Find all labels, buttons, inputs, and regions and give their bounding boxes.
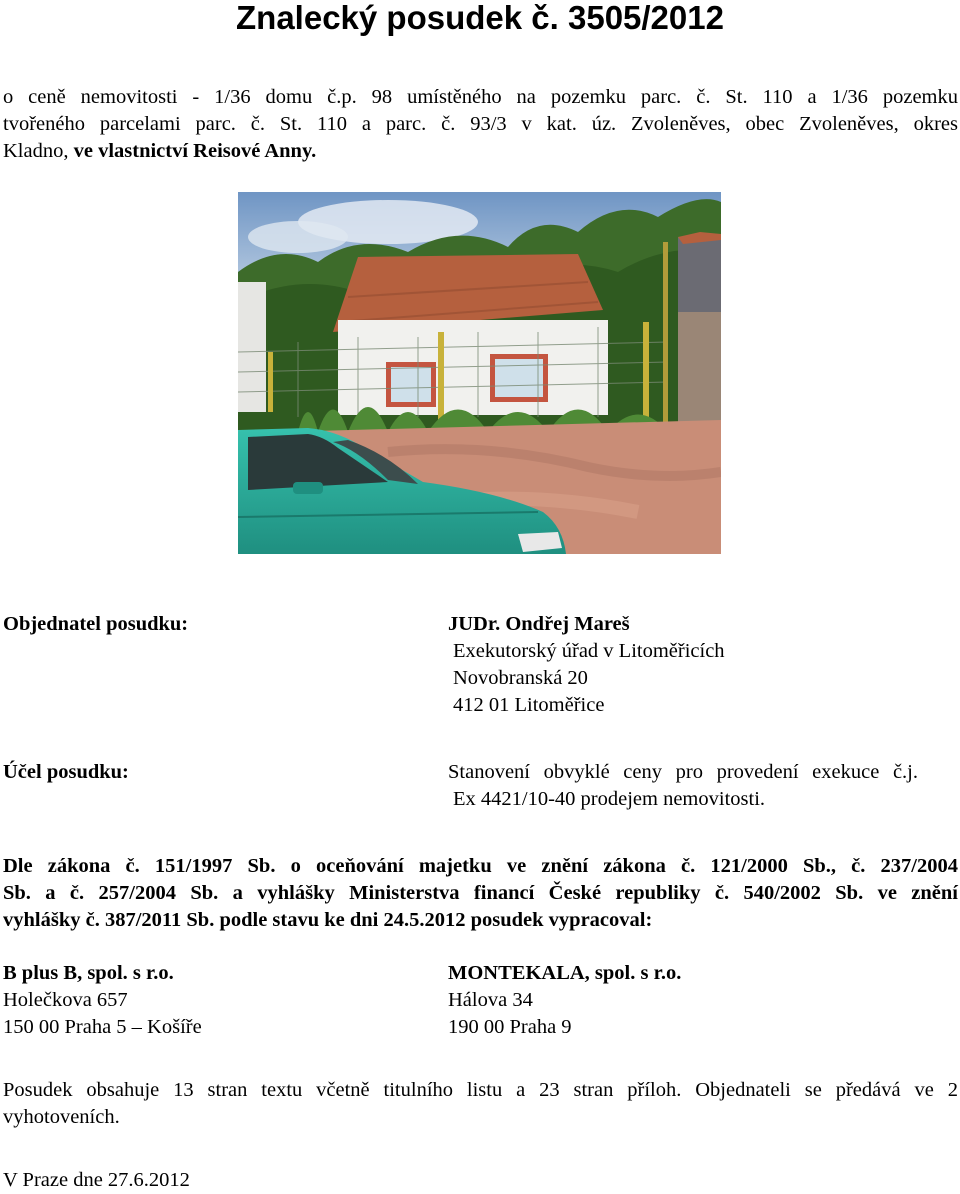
- subject-owner: ve vlastnictví Reisové Anny.: [73, 140, 317, 162]
- purpose-line-1: Stanovení obvyklé ceny pro provedení exekuce č.j.: [448, 761, 918, 783]
- author-1-name: B plus B, spol. s r.o.: [3, 962, 174, 984]
- author-1-city: 150 00 Praha 5 – Košíře: [3, 1016, 202, 1038]
- purpose-label: Účel posudku:: [3, 761, 129, 783]
- law-line-1: Dle zákona č. 151/1997 Sb. o oceňování majetku ve znění zákona č. 121/2000 Sb., č. 237/2004: [3, 855, 958, 877]
- author-2-city: 190 00 Praha 9: [448, 1016, 572, 1038]
- client-city: 412 01 Litoměřice: [453, 694, 605, 716]
- law-line-3: vyhlášky č. 387/2011 Sb. podle stavu ke dni 24.5.2012 posudek vypracoval:: [3, 909, 653, 931]
- author-2-street: Hálova 34: [448, 989, 533, 1011]
- subject-district: Kladno,: [3, 140, 74, 162]
- author-2: [448, 960, 681, 1041]
- date-line: V Praze dne 27.6.2012: [3, 1169, 190, 1191]
- client-street: Novobranská 20: [453, 667, 588, 689]
- client-block: [448, 611, 725, 719]
- author-1: [3, 960, 202, 1041]
- subject-line-1: o ceně nemovitosti - 1/36 domu č.p. 98 umístěného na pozemku parc. č. St. 110 a 1/36 pozemku: [3, 86, 958, 108]
- document-title: Znalecký posudek č. 3505/2012: [236, 0, 724, 36]
- author-2-name: MONTEKALA, spol. s r.o.: [448, 962, 682, 984]
- law-line-2: Sb. a č. 257/2004 Sb. a vyhlášky Ministerstva financí České republiky č. 540/2002 Sb. ve znění: [3, 882, 958, 904]
- house-photo: [238, 192, 721, 554]
- subject-paragraph: [3, 84, 958, 165]
- subject-line-3: [3, 138, 958, 165]
- law-paragraph: [3, 853, 958, 934]
- purpose-block: [448, 759, 918, 813]
- contents-line-1: Posudek obsahuje 13 stran textu včetně titulního listu a 23 stran příloh. Objednateli se předává ve 2: [3, 1079, 958, 1101]
- client-label: Objednatel posudku:: [3, 613, 189, 635]
- subject-line-2: tvořeného parcelami parc. č. St. 110 a parc. č. 93/3 v kat. úz. Zvoleněves, obec Zvoleněves, okres: [3, 113, 958, 135]
- contents-paragraph: [3, 1077, 958, 1131]
- purpose-line-2: Ex 4421/10-40 prodejem nemovitosti.: [453, 788, 766, 810]
- client-name: JUDr. Ondřej Mareš: [448, 613, 630, 635]
- client-office: Exekutorský úřad v Litoměřicích: [453, 640, 725, 662]
- contents-line-2: vyhotoveních.: [3, 1106, 120, 1128]
- author-1-street: Holečkova 657: [3, 989, 128, 1011]
